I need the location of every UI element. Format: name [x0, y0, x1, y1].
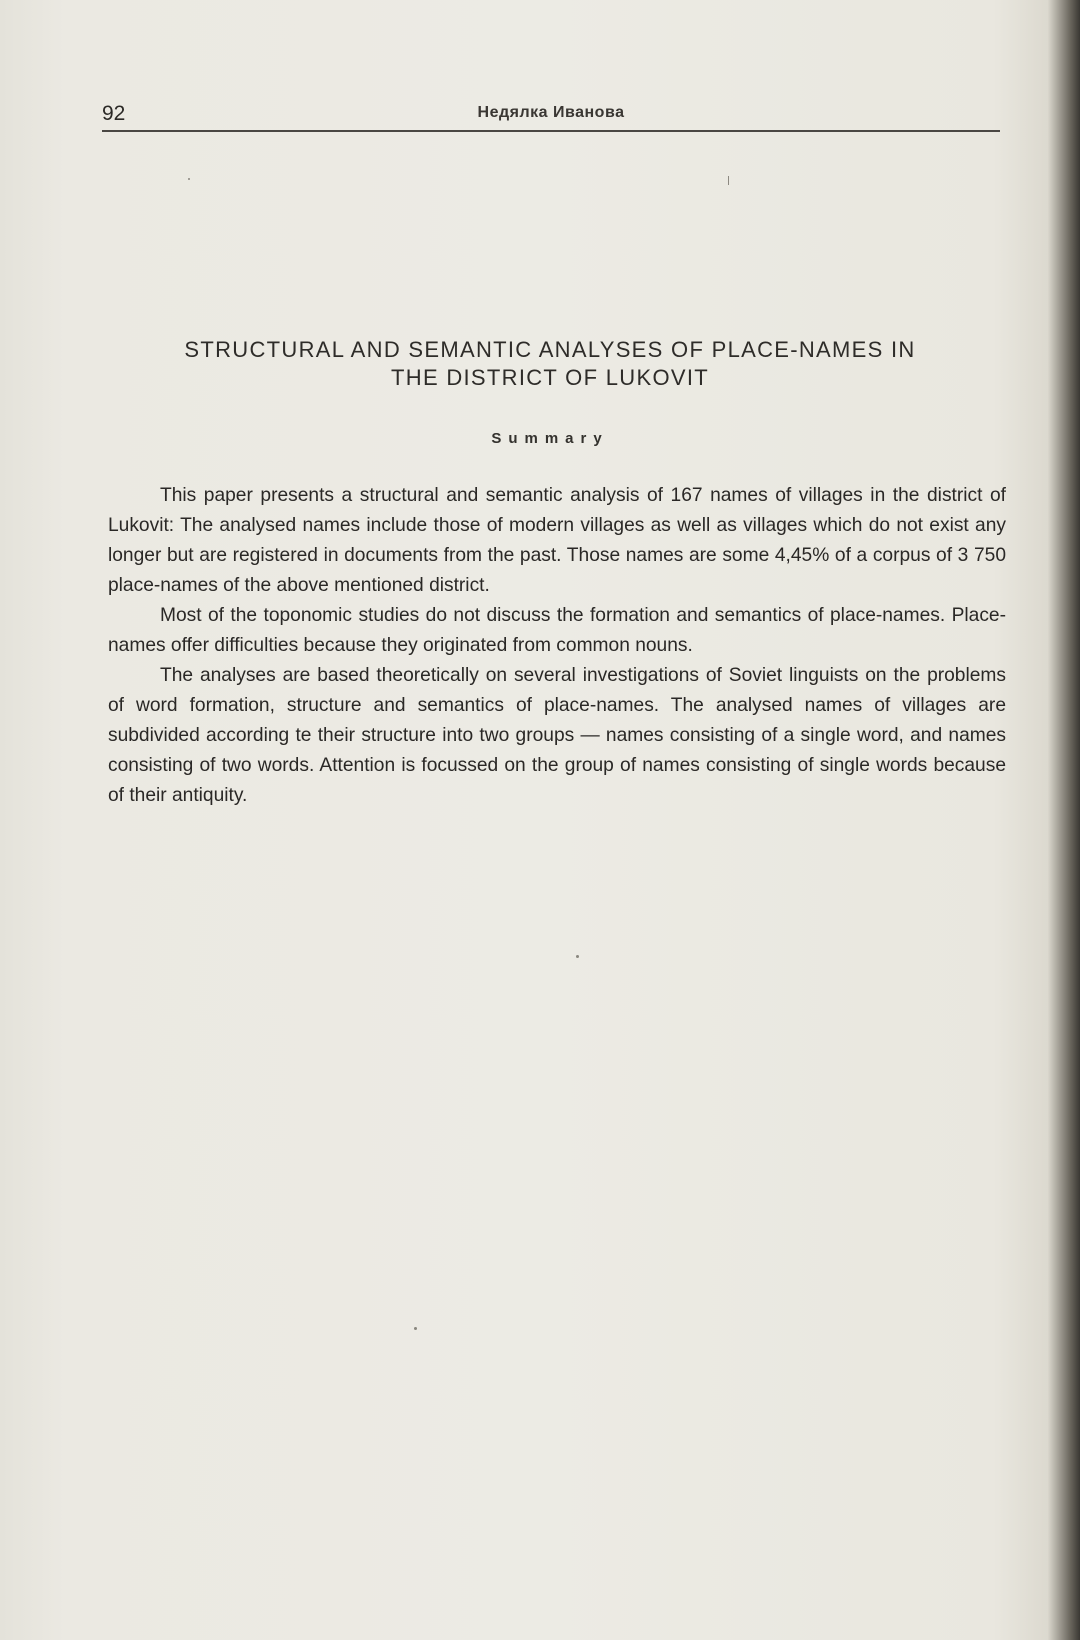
paper-speck [188, 178, 190, 180]
paper-speck [576, 955, 579, 958]
summary-body [108, 481, 1006, 811]
header-rule [102, 130, 1000, 132]
running-head-author: Недялка Иванова [477, 104, 625, 121]
page-number: 92 [102, 102, 126, 125]
paper-speck [414, 1327, 417, 1330]
article-title-line-2: THE DISTRICT OF LUKOVIT [391, 365, 709, 390]
paragraph-1: This paper presents a structural and semantic analysis of 167 names of villages in the district of Lukovit: The analysed names include those of modern villages as well as villages which do not exist any longer but are registered in documents from the past. Those names are some 4,45% of a corpus of 3 750 place-names of the above mentioned district. [108, 485, 1006, 596]
paragraph-2: Most of the toponomic studies do not discuss the formation and semantics of place-names. Place-names offer difficulties because they originated from common nouns. [108, 605, 1006, 656]
article-title-line-1: STRUCTURAL AND SEMANTIC ANALYSES OF PLACE-NAMES IN [184, 337, 916, 362]
print-mark [728, 176, 729, 185]
paragraph-3: The analyses are based theoretically on several investigations of Soviet linguists on the problems of word formation, structure and semantics of place-names. The analysed names of villages are subdivided according te their structure into two groups — names consisting of a single word, and names consisting of two words. Attention is focussed on the group of names consisting of single words because of their antiquity. [108, 665, 1006, 806]
summary-heading: Summary [491, 430, 609, 447]
article-title [100, 336, 1000, 392]
